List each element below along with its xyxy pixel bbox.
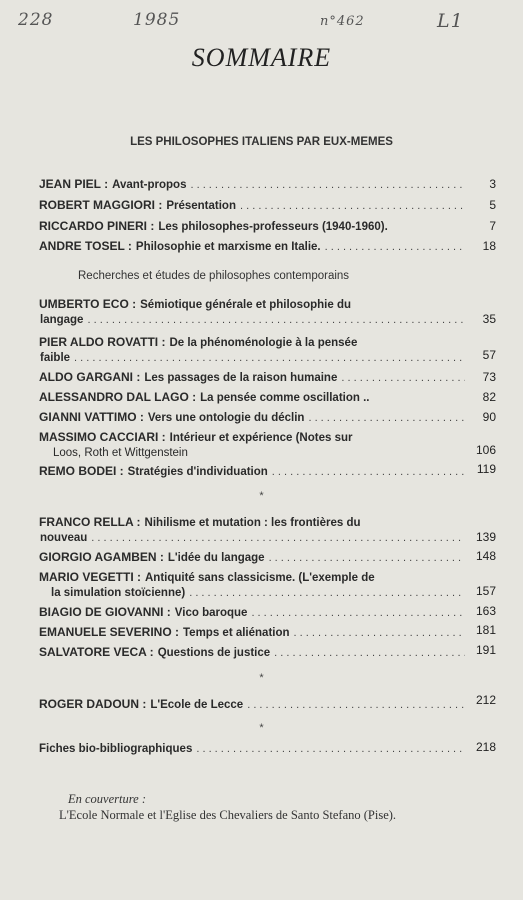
toc-title-continued: la simulation stoïcienne) xyxy=(51,587,186,599)
cover-caption: L'Ecole Normale et l'Eglise des Chevaliers de Santo Stefano (Pise). xyxy=(59,808,397,822)
toc-entry xyxy=(39,219,469,235)
toc-title: Les passages de la raison humaine xyxy=(144,372,338,384)
toc-title-continued: faible xyxy=(40,352,71,364)
toc-title: Les philosophes-professeurs (1940-1960). xyxy=(158,221,388,233)
dot-leader xyxy=(247,698,465,713)
toc-author: MASSIMO CACCIARI : xyxy=(39,430,166,444)
toc-entry xyxy=(39,390,469,406)
toc-author: GIANNI VATTIMO : xyxy=(39,410,144,424)
toc-title: Avant-propos xyxy=(112,179,187,191)
toc-author: RICCARDO PINERI : xyxy=(39,219,155,233)
toc-entry xyxy=(39,464,469,480)
section-heading: LES PHILOSOPHES ITALIENS PAR EUX-MEMES xyxy=(130,136,393,148)
toc-page-number: 119 xyxy=(476,462,496,476)
toc-author: EMANUELE SEVERINO : xyxy=(39,625,180,639)
toc-author: GIORGIO AGAMBEN : xyxy=(39,550,164,564)
toc-author: ROBERT MAGGIORI : xyxy=(39,198,163,212)
toc-entry xyxy=(39,645,469,661)
toc-page-number: 181 xyxy=(475,623,496,637)
dot-leader xyxy=(341,371,465,386)
toc-author: MARIO VEGETTI : xyxy=(39,570,141,584)
toc-page-number: 148 xyxy=(475,549,496,563)
toc-title: Antiquité sans classicisme. (L'exemple de xyxy=(145,572,375,584)
toc-author: JEAN PIEL : xyxy=(39,177,109,191)
toc-page-number: 7 xyxy=(489,219,496,233)
toc-title: Nihilisme et mutation : les frontières du xyxy=(144,517,361,529)
toc-author: FRANCO RELLA : xyxy=(39,515,141,529)
toc-page-number: 3 xyxy=(489,177,496,191)
toc-page-number: 90 xyxy=(482,410,496,424)
section-separator: * xyxy=(259,490,264,502)
toc-author: ROGER DADOUN : xyxy=(39,697,147,711)
subsection-heading: Recherches et études de philosophes contemporains xyxy=(78,270,350,282)
toc-title-continued: langage xyxy=(40,314,84,326)
toc-entry xyxy=(39,605,469,621)
toc-title: Intérieur et expérience (Notes sur xyxy=(169,432,353,444)
handwritten-mark-issue: n°462 xyxy=(320,14,365,29)
section-separator: * xyxy=(259,722,264,734)
toc-title: Vers une ontologie du déclin xyxy=(147,412,305,424)
toc-title: Sémiotique générale et philosophie du xyxy=(140,299,351,311)
toc-author: REMO BODEI : xyxy=(39,464,124,478)
toc-entry xyxy=(39,198,469,214)
toc-author: BIAGIO DE GIOVANNI : xyxy=(39,605,171,619)
dot-leader xyxy=(325,240,465,255)
toc-author: ALESSANDRO DAL LAGO : xyxy=(39,390,197,404)
toc-page-number: 35 xyxy=(482,312,496,326)
toc-entry xyxy=(39,550,469,566)
toc-entry xyxy=(39,370,469,386)
dot-leader xyxy=(190,178,465,193)
dot-leader xyxy=(251,606,465,621)
toc-entry xyxy=(39,697,469,713)
toc-page-number: 163 xyxy=(475,604,496,618)
toc-title: De la phénoménologie à la pensée xyxy=(169,337,358,349)
toc-page-number: 73 xyxy=(482,370,496,384)
toc-title: Fiches bio-bibliographiques xyxy=(39,743,193,755)
dot-leader xyxy=(240,199,465,214)
dot-leader xyxy=(189,586,465,601)
handwritten-mark-code: L1 xyxy=(437,10,464,32)
dot-leader xyxy=(74,351,465,366)
toc-entry xyxy=(39,570,469,601)
toc-entry xyxy=(39,625,469,641)
toc-author: ANDRE TOSEL : xyxy=(39,239,132,253)
toc-page-number: 5 xyxy=(489,198,496,212)
toc-title: Stratégies d'individuation xyxy=(127,466,268,478)
cover-label: En couverture : xyxy=(68,792,146,806)
toc-entry xyxy=(39,410,469,426)
toc-page-number: 191 xyxy=(475,643,496,657)
toc-entry xyxy=(39,335,469,366)
dot-leader xyxy=(87,313,465,328)
toc-title: L'idée du langage xyxy=(167,552,265,564)
toc-page-number: 139 xyxy=(475,530,496,544)
toc-title-continued: Loos, Roth et Wittgenstein xyxy=(53,447,188,459)
toc-title: Vico baroque xyxy=(174,607,248,619)
toc-title: L'Ecole de Lecce xyxy=(150,699,244,711)
toc-page-number: 212 xyxy=(475,693,496,707)
toc-title: Questions de justice xyxy=(157,647,271,659)
toc-page-number: 106 xyxy=(475,443,496,457)
page-title: SOMMAIRE xyxy=(191,43,332,72)
section-separator: * xyxy=(259,672,264,684)
toc-title-continued: nouveau xyxy=(40,532,88,544)
toc-title: Présentation xyxy=(166,200,236,212)
toc-entry xyxy=(39,177,469,193)
toc-title: Temps et aliénation xyxy=(183,627,290,639)
toc-entry xyxy=(39,297,469,328)
dot-leader xyxy=(269,551,465,566)
toc-author: ALDO GARGANI : xyxy=(39,370,141,384)
toc-page-number: 82 xyxy=(482,390,496,404)
toc-page-number: 218 xyxy=(475,740,496,754)
toc-author: PIER ALDO ROVATTI : xyxy=(39,335,166,349)
dot-leader xyxy=(272,465,465,480)
dot-leader xyxy=(91,531,465,546)
toc-entry xyxy=(39,515,469,546)
toc-entry xyxy=(39,430,469,461)
dot-leader xyxy=(196,742,465,757)
toc-entry xyxy=(39,239,469,255)
toc-entry xyxy=(39,742,469,757)
dot-leader xyxy=(274,646,465,661)
toc-title: Philosophie et marxisme en Italie. xyxy=(135,241,321,253)
toc-page-number: 18 xyxy=(482,239,496,253)
handwritten-mark-year: 1985 xyxy=(133,10,181,30)
toc-page-number: 57 xyxy=(482,348,496,362)
toc-page-number: 157 xyxy=(475,584,496,598)
dot-leader xyxy=(294,626,465,641)
toc-author: SALVATORE VECA : xyxy=(39,645,154,659)
handwritten-mark-number: 228 xyxy=(18,10,54,30)
toc-author: UMBERTO ECO : xyxy=(39,297,137,311)
toc-title: La pensée comme oscillation .. xyxy=(200,392,370,404)
dot-leader xyxy=(308,411,465,426)
